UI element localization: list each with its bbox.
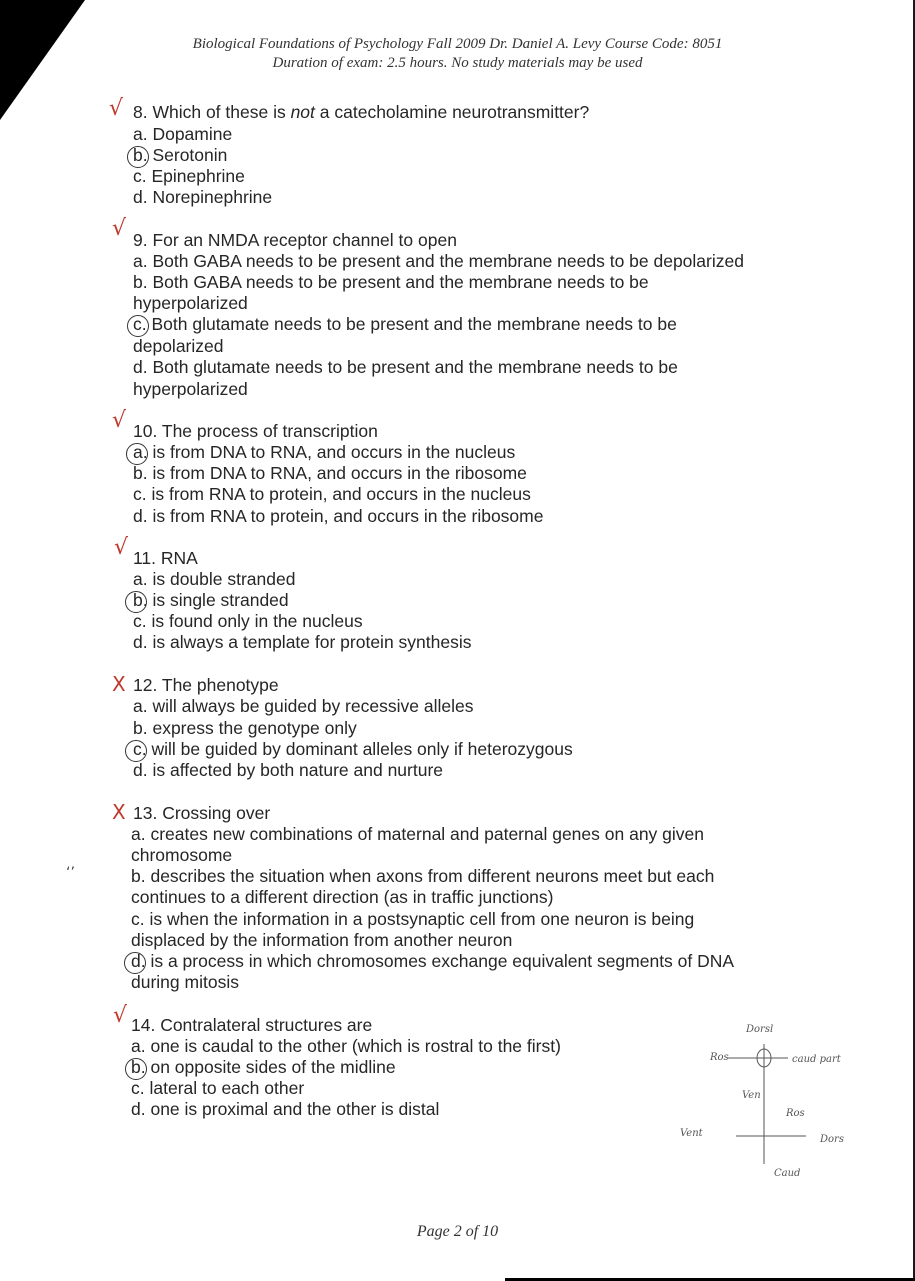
q12-option-a: a. will always be guided by recessive alleles <box>133 696 474 716</box>
question-9-stem: 9. For an NMDA receptor channel to open <box>133 230 457 250</box>
q13-option-b: b. describes the situation when axons from different neurons meet but each <box>131 866 715 886</box>
q8-option-d: d. Norepinephrine <box>133 187 273 207</box>
sketch-label-caud: Caud <box>774 1168 801 1179</box>
sketch-lines <box>676 1014 866 1184</box>
q13-option-a: a. creates new combinations of maternal and paternal genes on any given <box>131 824 704 844</box>
sketch-label-ros-2: Ros <box>786 1108 805 1119</box>
q14-option-d: d. one is proximal and the other is distal <box>131 1099 440 1119</box>
correct-check-mark: √ <box>112 216 127 241</box>
q11-option-b: b. is single stranded <box>133 590 289 610</box>
correct-check-mark: √ <box>112 408 127 433</box>
question-13-stem: 13. Crossing over <box>133 803 271 823</box>
q11-option-a: a. is double stranded <box>133 569 296 589</box>
sketch-label-ven: Ven <box>742 1090 761 1101</box>
q8-option-b: b. Serotonin <box>133 145 228 165</box>
q10-option-b: b. is from DNA to RNA, and occurs in the ribosome <box>133 463 527 483</box>
q8-option-c: c. Epinephrine <box>133 166 245 186</box>
q13-option-c: c. is when the information in a postsynaptic cell from one neuron is being <box>131 909 695 929</box>
q13-option-d-cont: during mitosis <box>131 972 239 992</box>
exam-header-duration: Duration of exam: 2.5 hours. No study materials may be used <box>272 55 643 71</box>
q10-option-d: d. is from RNA to protein, and occurs in the ribosome <box>133 506 544 526</box>
q13-option-a-cont: chromosome <box>131 845 233 865</box>
correct-check-mark: √ <box>113 1003 128 1028</box>
question-12-stem: 12. The phenotype <box>133 675 279 695</box>
question-10-stem: 10. The process of transcription <box>133 421 378 441</box>
q12-option-c: c. will be guided by dominant alleles only if heterozygous <box>133 739 573 759</box>
question-14-stem: 14. Contralateral structures are <box>131 1015 373 1035</box>
answer-circle <box>125 740 147 762</box>
sketch-label-caudal-part: caud part <box>792 1054 841 1065</box>
q13-option-c-cont: displaced by the information from another neuron <box>131 930 513 950</box>
answer-circle <box>125 1058 147 1080</box>
correct-check-mark: √ <box>114 535 129 560</box>
q9-option-c: c. Both glutamate needs to be present and the membrane needs to be <box>133 314 677 334</box>
correct-check-mark: √ <box>109 96 124 121</box>
q12-option-b: b. express the genotype only <box>133 718 357 738</box>
q11-option-d: d. is always a template for protein synthesis <box>133 632 472 652</box>
answer-circle <box>125 591 147 613</box>
answer-circle <box>127 315 149 337</box>
sketch-label-dorsal: Dorsl <box>746 1024 774 1035</box>
answer-circle <box>126 443 148 465</box>
q9-option-c-cont: depolarized <box>133 336 224 356</box>
margin-scribble-mark: ‘’ <box>66 865 75 881</box>
q9-option-a: a. Both GABA needs to be present and the membrane needs to be depolarized <box>133 251 744 271</box>
q14-option-a: a. one is caudal to the other (which is rostral to the first) <box>131 1036 561 1056</box>
q8-option-a: a. Dopamine <box>133 124 233 144</box>
q14-option-b: b. on opposite sides of the midline <box>131 1057 396 1077</box>
q13-option-b-cont: continues to a different direction (as in traffic junctions) <box>131 887 554 907</box>
page-number: Page 2 of 10 <box>416 1223 499 1240</box>
wrong-x-mark: X <box>112 800 126 824</box>
q11-option-c: c. is found only in the nucleus <box>133 611 363 631</box>
sketch-label-ros: Ros <box>710 1052 729 1063</box>
sketch-label-dors: Dors <box>820 1134 844 1145</box>
q14-option-c: c. lateral to each other <box>131 1078 305 1098</box>
answer-circle <box>124 952 146 974</box>
sketch-label-vent: Vent <box>680 1128 703 1139</box>
q12-option-d: d. is affected by both nature and nurture <box>133 760 444 780</box>
q9-option-b-cont: hyperpolarized <box>133 293 248 313</box>
q10-option-c: c. is from RNA to protein, and occurs in the nucleus <box>133 484 531 504</box>
question-8-stem: 8. Which of these is not a catecholamine neurotransmitter? <box>133 102 590 122</box>
answer-circle <box>127 146 149 168</box>
q10-option-a: a. is from DNA to RNA, and occurs in the nucleus <box>133 442 516 462</box>
q9-option-d: d. Both glutamate needs to be present and the membrane needs to be <box>133 357 678 377</box>
q9-option-b: b. Both GABA needs to be present and the membrane needs to be <box>133 272 649 292</box>
exam-header-title: Biological Foundations of Psychology Fall 2009 Dr. Daniel A. Levy Course Code: 8051 <box>192 36 723 52</box>
handwritten-orientation-sketch <box>676 1014 866 1184</box>
wrong-x-mark: X <box>112 672 126 696</box>
question-11-stem: 11. RNA <box>133 548 198 568</box>
q13-option-d: d. is a process in which chromosomes exchange equivalent segments of DNA <box>131 951 735 971</box>
q9-option-d-cont: hyperpolarized <box>133 379 248 399</box>
